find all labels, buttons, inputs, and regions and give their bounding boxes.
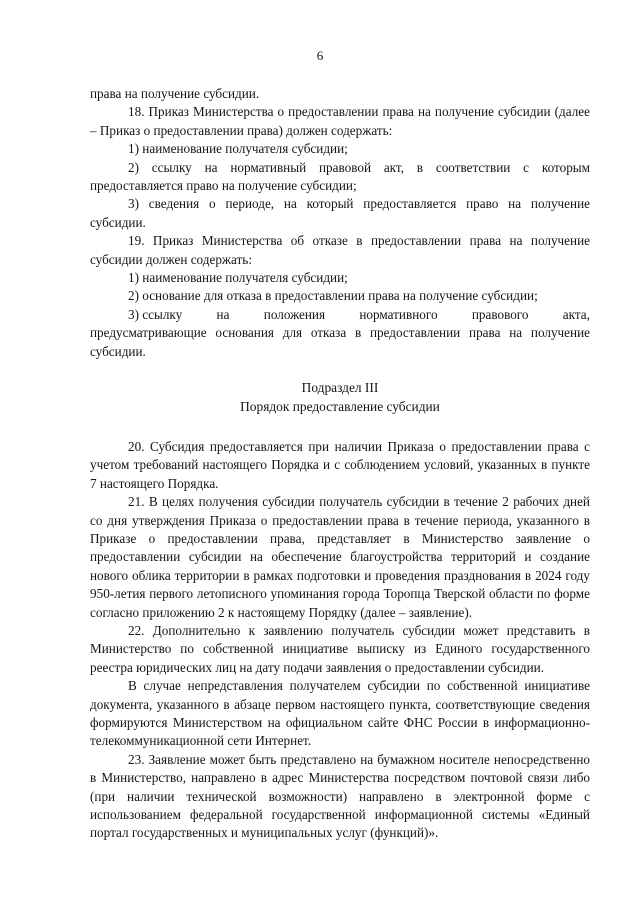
paragraph-19-subitem-3-rest: предусматривающие основания для отказа в предоставлении права на получение субсидии. xyxy=(90,325,590,359)
paragraph-item-23: 23. Заявление может быть представлено на бумажном носителе непосредственно в Министерство, направлено в адрес Министерства посредством почтовой связи либо (при наличии технической возможности) направлено в электронной форме с использованием федеральной государственной информационной системы «Единый портал государственных и муниципальных услуг (функций)». xyxy=(90,751,590,841)
word: нормативного xyxy=(359,306,438,322)
paragraph-item-21: 21. В целях получения субсидии получатель субсидии в течение 2 рабочих дней со дня утверждения Приказа о предоставлении права в течение периода, указанного в Приказе о предоставлении права, представляет в Министерство заявление о предоставлении субсидии на обеспечение благоустройства территорий и создание нового облика территории в рамках подготовки и проведения празднования в 2024 году 950-летия первого летописного упоминания города Торопца Тверской области по форме согласно приложению 2 к настоящему Порядку (далее – заявление). xyxy=(90,494,590,620)
paragraph-18-subitem-3: 3) сведения о периоде, на который предоставляется право на получение субсидии. xyxy=(90,196,590,230)
paragraph-18-subitem-2: 2) ссылку на нормативный правовой акт, в соответствии с которым предоставляется право на получение субсидии; xyxy=(90,159,590,194)
word: акта, xyxy=(562,306,590,322)
section-title: Порядок предоставление субсидии xyxy=(240,398,440,414)
paragraph-item-18: 18. Приказ Министерства о предоставлении права на получение субсидии (далее – Приказ о предоставлении права) должен содержать: xyxy=(90,104,590,138)
paragraph-19-subitem-3-first-line xyxy=(90,306,590,324)
page-number: 6 xyxy=(316,48,324,63)
paragraph-19-subitem-1: 1) наименование получателя субсидии; xyxy=(128,270,348,286)
document-body xyxy=(90,85,590,843)
paragraph-item-22: 22. Дополнительно к заявлению получатель субсидии может представить в Министерство по собственной инициативе выписку из Единого государственного реестра юридических лиц на дату подачи заявления о предоставлении субсидии. xyxy=(90,622,590,675)
paragraph-18-subitem-1: 1) наименование получателя субсидии; xyxy=(128,141,348,157)
paragraph-item-19: 19. Приказ Министерства об отказе в предоставлении права на получение субсидии должен содержать: xyxy=(90,233,590,267)
word: положения xyxy=(263,306,326,322)
word: правового xyxy=(471,306,529,322)
paragraph-19-subitem-2: 2) основание для отказа в предоставлении права на получение субсидии; xyxy=(128,288,538,304)
section-heading: Подраздел III xyxy=(301,380,379,396)
paragraph-continuation: права на получение субсидии. xyxy=(90,86,260,101)
paragraph-22-continued: В случае непредставления получателем субсидии по собственной инициативе документа, указанного в абзаце первом настоящего пункта, соответствующие сведения формируются Министерством на официальном сайте ФНС России в информационно-телекоммуникационной сети Интернет. xyxy=(90,678,590,749)
word: 3) ссылку xyxy=(128,306,183,322)
word: на xyxy=(216,306,230,322)
paragraph-item-20: 20. Субсидия предоставляется при наличии Приказа о предоставлении права с учетом требований настоящего Порядка и с соблюдением условий, указанных в пункте 7 настоящего Порядка. xyxy=(90,438,590,491)
